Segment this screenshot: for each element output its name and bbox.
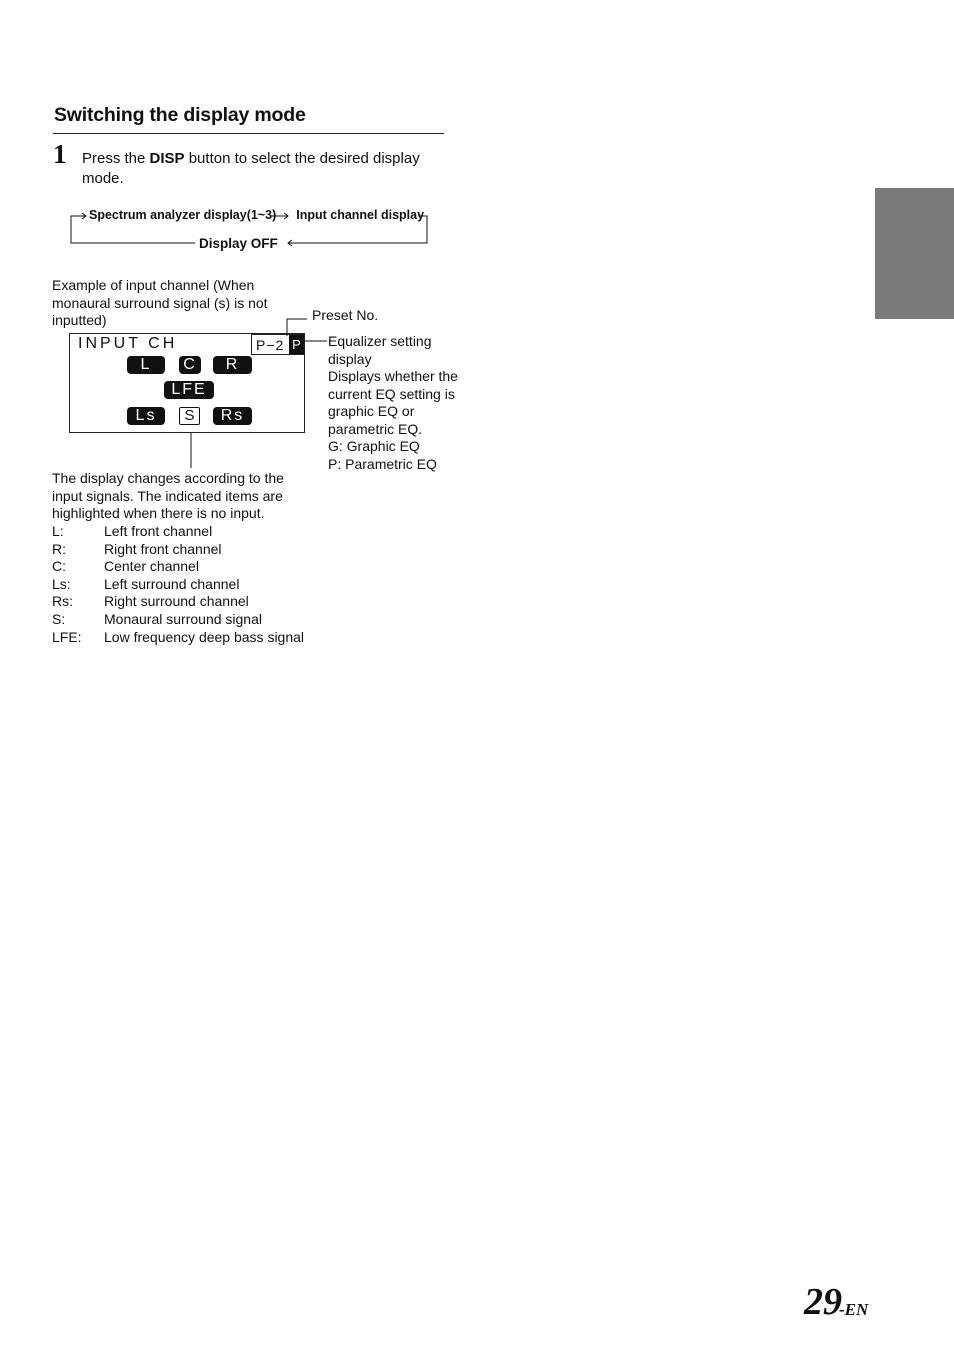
preset-label: Preset No. xyxy=(312,307,379,323)
flow-input: Input channel display xyxy=(296,208,425,222)
channel-lfe: LFE xyxy=(164,381,214,399)
example-caption: Example of input channel (When monaural surround signal (s) is not inputted) xyxy=(52,277,268,328)
legend-row: Rs: Right surround channel xyxy=(52,593,249,610)
disp-button-label: DISP xyxy=(149,150,185,167)
eq-desc-line: Equalizer setting display xyxy=(328,333,432,367)
flow-spectrum: Spectrum analyzer display(1~3) xyxy=(89,208,277,222)
eq-mode-indicator: P xyxy=(289,335,304,354)
channel-legend xyxy=(52,523,304,646)
flow-sequence xyxy=(89,208,424,222)
legend-row: Ls: Left surround channel xyxy=(52,575,240,592)
eq-desc-line: P: Parametric EQ xyxy=(328,455,437,472)
arrow-to-spectrum xyxy=(71,213,86,219)
preset-number: P−2 xyxy=(256,337,285,353)
channel-rs: Rs xyxy=(213,407,252,425)
channel-s: S xyxy=(179,407,200,425)
changes-note: The display changes according to the input signals. The indicated items are highlighted when there is no input. xyxy=(52,470,284,521)
page-number: 29 xyxy=(804,1281,842,1323)
page-language-suffix: -EN xyxy=(839,1300,869,1319)
legend-row: S: Monaural surround signal xyxy=(52,610,262,627)
step-instruction: Press the DISP button to select the desired display mode. xyxy=(82,150,420,187)
channel-l: L xyxy=(127,356,165,374)
flow-off: Display OFF xyxy=(199,236,278,251)
legend-row: LFE: Low frequency deep bass signal xyxy=(52,628,305,645)
legend-row: C: Center channel xyxy=(52,558,199,575)
arrow-to-off xyxy=(288,240,296,246)
legend-row: L: Left front channel xyxy=(52,523,213,539)
lcd-title: INPUT CH xyxy=(78,335,178,352)
channel-r: R xyxy=(213,356,252,374)
legend-row: R: Right front channel xyxy=(52,540,222,557)
eq-desc-line: G: Graphic EQ xyxy=(328,438,420,454)
eq-desc-line: Displays whether the current EQ setting is graphic EQ or parametric EQ. xyxy=(328,368,458,437)
section-title: Switching the display mode xyxy=(54,104,306,126)
channel-ls: Ls xyxy=(127,407,165,425)
eq-description xyxy=(328,333,458,473)
chapter-tab xyxy=(875,188,954,319)
channel-c: C xyxy=(179,356,201,374)
step-number: 1 xyxy=(53,139,67,169)
